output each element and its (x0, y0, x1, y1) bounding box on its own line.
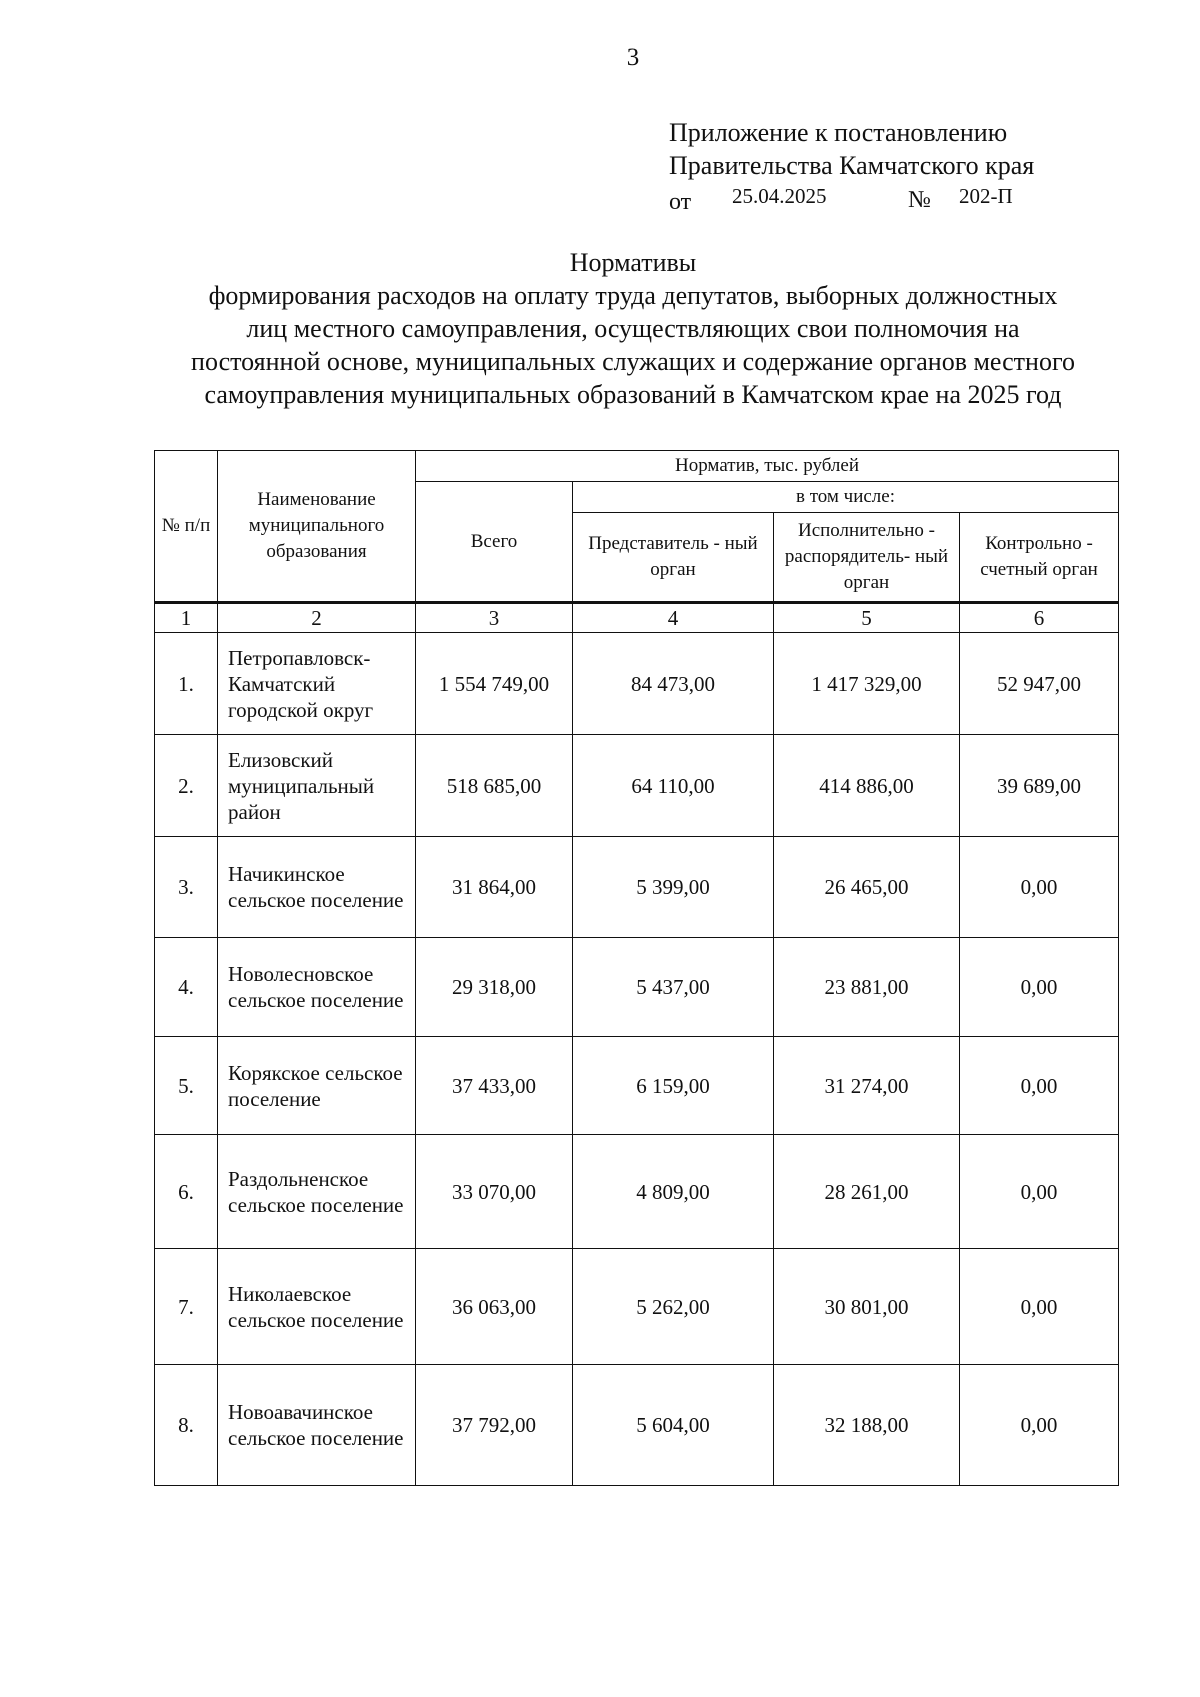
title-line-2: лиц местного самоуправления, осуществляющих свои полномочия на (246, 314, 1020, 343)
row-control: 0,00 (960, 1365, 1119, 1486)
table-row (155, 633, 1119, 735)
appendix-block (669, 116, 1035, 215)
row-total: 37 792,00 (416, 1365, 573, 1486)
resolution-date: 25.04.2025 (732, 184, 827, 208)
row-num: 3. (155, 837, 218, 938)
row-name: Петропавловск-Камчатский городской округ (218, 633, 416, 735)
header-norm: Норматив, тыс. рублей (416, 451, 1119, 482)
row-control: 39 689,00 (960, 735, 1119, 837)
row-executive: 30 801,00 (774, 1249, 960, 1365)
row-total: 29 318,00 (416, 938, 573, 1037)
row-num: 1. (155, 633, 218, 735)
title-line-3: постоянной основе, муниципальных служащих и содержание органов местного (191, 347, 1075, 376)
row-representative: 5 604,00 (573, 1365, 774, 1486)
column-number: 1 (155, 603, 218, 633)
resolution-number: 202-П (959, 184, 1013, 208)
header-executive: Исполнительно - распорядитель- ный орган (774, 513, 960, 603)
row-executive: 23 881,00 (774, 938, 960, 1037)
table-row (155, 1249, 1119, 1365)
row-name: Новоавачинское сельское поселение (218, 1365, 416, 1486)
row-executive: 1 417 329,00 (774, 633, 960, 735)
title-heading: Нормативы (569, 248, 697, 277)
norms-table (154, 450, 1119, 1486)
row-num: 2. (155, 735, 218, 837)
row-name: Николаевское сельское поселение (218, 1249, 416, 1365)
appendix-line-1: Приложение к постановлению (669, 118, 1008, 147)
row-total: 1 554 749,00 (416, 633, 573, 735)
column-number: 6 (960, 603, 1119, 633)
column-number: 4 (573, 603, 774, 633)
row-control: 0,00 (960, 1249, 1119, 1365)
table-body (155, 633, 1119, 1486)
table-row (155, 938, 1119, 1037)
title-line-4: самоуправления муниципальных образований в Камчатском крае на 2025 год (204, 380, 1062, 409)
header-including: в том числе: (573, 482, 1119, 513)
column-number: 5 (774, 603, 960, 633)
row-name: Раздольненское сельское поселение (218, 1135, 416, 1249)
row-representative: 64 110,00 (573, 735, 774, 837)
number-label: № (908, 187, 931, 213)
title-line-1: формирования расходов на оплату труда депутатов, выборных должностных (208, 281, 1058, 310)
row-executive: 32 188,00 (774, 1365, 960, 1486)
row-control: 0,00 (960, 1037, 1119, 1135)
table-row (155, 1037, 1119, 1135)
row-total: 31 864,00 (416, 837, 573, 938)
row-name: Новолесновское сельское поселение (218, 938, 416, 1037)
row-representative: 5 437,00 (573, 938, 774, 1037)
row-total: 36 063,00 (416, 1249, 573, 1365)
row-control: 0,00 (960, 1135, 1119, 1249)
date-label: от (669, 189, 692, 215)
row-executive: 28 261,00 (774, 1135, 960, 1249)
column-numbers-row (155, 603, 1119, 633)
column-number: 2 (218, 603, 416, 633)
page-number: 3 (626, 44, 640, 71)
row-representative: 5 262,00 (573, 1249, 774, 1365)
row-executive: 414 886,00 (774, 735, 960, 837)
table-row (155, 735, 1119, 837)
table-row (155, 837, 1119, 938)
header-name: Наименование муниципального образования (218, 451, 416, 603)
row-num: 6. (155, 1135, 218, 1249)
appendix-line-2: Правительства Камчатского края (669, 151, 1035, 180)
table-header (155, 451, 1119, 633)
row-num: 5. (155, 1037, 218, 1135)
row-num: 4. (155, 938, 218, 1037)
row-representative: 4 809,00 (573, 1135, 774, 1249)
row-num: 8. (155, 1365, 218, 1486)
row-name: Елизовский муниципальный район (218, 735, 416, 837)
document-title (150, 246, 1116, 411)
header-representative: Представитель - ный орган (573, 513, 774, 603)
row-num: 7. (155, 1249, 218, 1365)
row-executive: 31 274,00 (774, 1037, 960, 1135)
row-representative: 84 473,00 (573, 633, 774, 735)
row-representative: 5 399,00 (573, 837, 774, 938)
row-total: 518 685,00 (416, 735, 573, 837)
table-row (155, 1135, 1119, 1249)
row-control: 0,00 (960, 938, 1119, 1037)
row-control: 52 947,00 (960, 633, 1119, 735)
row-name: Корякское сельское поселение (218, 1037, 416, 1135)
row-name: Начикинское сельское поселение (218, 837, 416, 938)
header-total: Всего (416, 482, 573, 603)
header-control: Контрольно - счетный орган (960, 513, 1119, 603)
row-total: 37 433,00 (416, 1037, 573, 1135)
header-num: № п/п (155, 451, 218, 603)
column-number: 3 (416, 603, 573, 633)
row-representative: 6 159,00 (573, 1037, 774, 1135)
row-total: 33 070,00 (416, 1135, 573, 1249)
row-executive: 26 465,00 (774, 837, 960, 938)
row-control: 0,00 (960, 837, 1119, 938)
table-row (155, 1365, 1119, 1486)
